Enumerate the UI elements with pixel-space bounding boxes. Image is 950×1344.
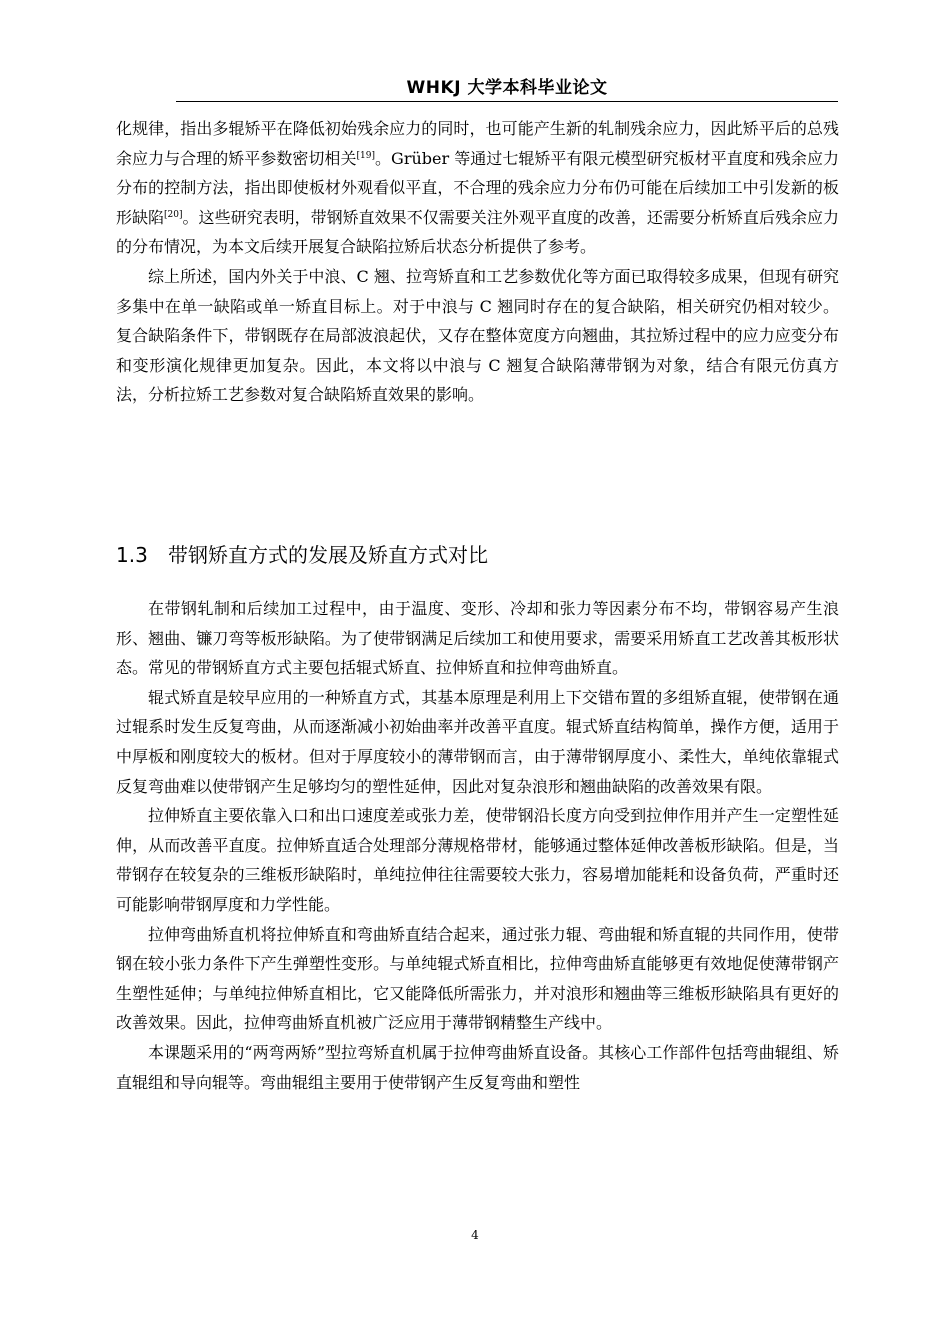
paragraph-tension-leveling: 拉伸弯曲矫直机将拉伸矫直和弯曲矫直结合起来，通过张力辊、弯曲辊和矫直辊的共同作用，使带钢在较小张力条件下产生弹塑性变形。与单纯辊式矫直相比，拉伸弯曲矫直能够更有效地促使薄带钢产生塑性延伸；与单纯拉伸矫直相比，它又能降低所需张力，并对浪形和翘曲等三维板形缺陷具有更好的改善效果。因此，拉伸弯曲矫直机被广泛应用于薄带钢精整生产线中。 bbox=[116, 924, 839, 1033]
running-header: WHKJ 大学本科毕业论文 bbox=[406, 78, 608, 98]
paragraph-equipment: 本课题采用的“两弯两矫”型拉弯矫直机属于拉伸弯曲矫直设备。其核心工作部件包括弯曲辊组、矫直辊组和导向辊等。弯曲辊组主要用于使带钢产生反复弯曲和塑性 bbox=[116, 1042, 839, 1092]
paragraph-stretch-straightening: 拉伸矫直主要依靠入口和出口速度差或张力差，使带钢沿长度方向受到拉伸作用并产生一定塑性延伸，从而改善平直度。拉伸矫直适合处理部分薄规格带材，能够通过整体延伸改善板形缺陷。但是，当带钢存在较复杂的三维板形缺陷时，单纯拉伸往往需要较大张力，容易增加能耗和设备负荷，严重时还可能影响带钢厚度和力学性能。 bbox=[116, 806, 839, 914]
citation-20[interactable]: [20] bbox=[164, 209, 183, 220]
paragraph-intro: 在带钢轧制和后续加工过程中，由于温度、变形、冷却和张力等因素分布不均，带钢容易产生浪形、翘曲、镰刀弯等板形缺陷。为了使带钢满足后续加工和使用要求，需要采用矫直工艺改善其板形状态。常见的带钢矫直方式主要包括辊式矫直、拉伸矫直和拉伸弯曲矫直。 bbox=[116, 599, 839, 678]
section-number: 1.3 bbox=[116, 543, 148, 567]
paragraph-text: 。这些研究表明，带钢矫直效果不仅需要关注外观平直度的改善，还需要分析矫直后残余应力的分布情况，为本文后续开展复合缺陷拉矫后状态分析提供了参考。 bbox=[116, 207, 839, 257]
text-block-straightening-methods bbox=[116, 594, 839, 1097]
section-heading bbox=[116, 538, 839, 572]
paragraph-roller-straightening: 辊式矫直是较早应用的一种矫直方式，其基本原理是利用上下交错布置的多组矫直辊，使带钢在通过辊系时发生反复弯曲，从而逐渐减小初始曲率并改善平直度。辊式矫直结构简单，操作方便，适用于中厚板和刚度较大的板材。但对于厚度较小的薄带钢而言，由于薄带钢厚度小、柔性大，单纯依靠辊式反复弯曲难以使带钢产生足够均匀的塑性延伸，因此对复杂浪形和翘曲缺陷的改善效果有限。 bbox=[116, 687, 839, 796]
header-rule bbox=[176, 101, 838, 102]
paragraph-residual-stress bbox=[116, 114, 839, 262]
paragraph-text: 。Grüber 等通过七辊矫平有限元模型研究板材平直度和残余应力分布的控制方法，指出即使板材外观看似平直，不合理的残余应力分布仍可能在后续加工中引发新的板形缺陷 bbox=[116, 148, 839, 227]
section-title: 带钢矫直方式的发展及矫直方式对比 bbox=[168, 543, 488, 567]
text-block-prior-research bbox=[116, 114, 839, 410]
paragraph-summary: 综上所述，国内外关于中浪、C 翘、拉弯矫直和工艺参数优化等方面已取得较多成果，但现有研究多集中在单一缺陷或单一矫直目标上。对于中浪与 C 翘同时存在的复合缺陷，相关研究仍相对较少。复合缺陷条件下，带钢既存在局部波浪起伏，又存在整体宽度方向翘曲，其拉矫过程中的应力应变分布和变形演化规律更加复杂。因此，本文将以中浪与 C 翘复合缺陷薄带钢为对象，结合有限元仿真方法，分析拉矫工艺参数对复合缺陷矫直效果的影响。 bbox=[116, 266, 839, 405]
page-number: 4 bbox=[471, 1228, 479, 1242]
citation-19[interactable]: [19] bbox=[356, 150, 375, 161]
paragraph-text: 化规律，指出多辊矫平在降低初始残余应力的同时，也可能产生新的轧制残余应力，因此矫平后的总残余应力与合理的矫平参数密切相关 bbox=[116, 119, 839, 168]
